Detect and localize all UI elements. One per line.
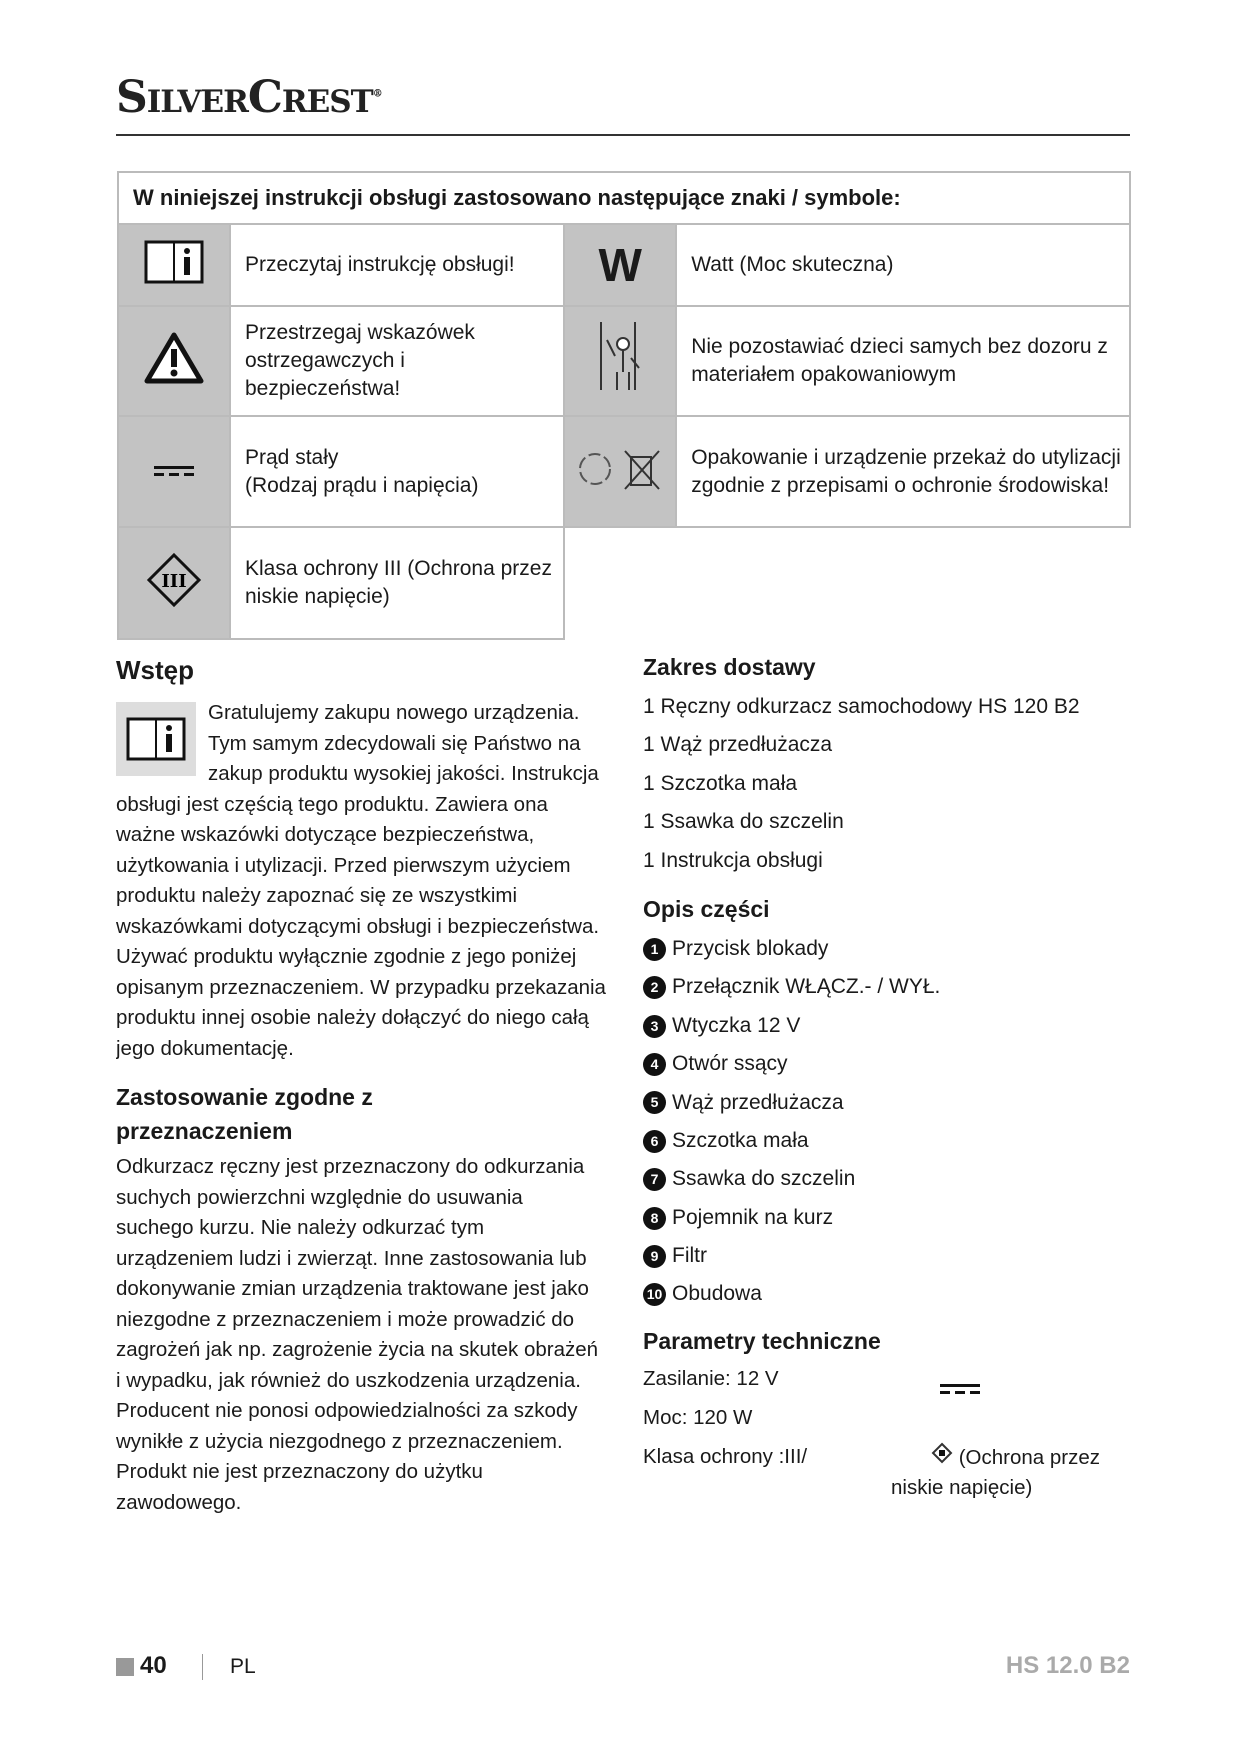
part-label: Pojemnik na kurz [672, 1205, 834, 1229]
part-number-badge: 9 [643, 1245, 666, 1268]
intro-section [116, 698, 606, 1064]
part-item [643, 1045, 1130, 1083]
warning-triangle-icon [118, 306, 230, 416]
symbol-text: Klasa ochrony III (Ochrona przez niskie napięcie) [230, 527, 564, 639]
part-number-badge: 4 [643, 1053, 666, 1076]
usage-text: Odkurzacz ręczny jest przeznaczony do odkurzania suchych powierzchni względnie do usuwania suchego kurzu. Nie należy odkurzać tym urządzeniem ludzi i zwierząt. Inne zastosowania lub dokonywanie zmian urządzenia traktowane jest jako niezgodne z przeznaczeniem i może prowadzić do zagrożeń jak np. zagrożenie życia na skutek obrażeń i wypadku, jak również do uszkodzenia urządzenia. Producent nie ponosi odpowiedzialności za szkody wynikłe z użycia niezgodnego z przeznaczeniem. Produkt nie jest przeznaczony do użytku zawodowego. [116, 1155, 599, 1514]
part-number-badge: 2 [643, 976, 666, 999]
part-item [643, 1237, 1130, 1275]
tech-power: Moc: 120 W [643, 1405, 753, 1429]
direct-current-icon [940, 1374, 980, 1405]
protection-class-iii-icon [118, 527, 230, 639]
delivery-list [643, 688, 1130, 880]
symbols-table [117, 171, 1131, 640]
symbol-text: Watt (Moc skuteczna) [676, 224, 1130, 306]
brand-text: SilverCrest [116, 72, 373, 123]
usage-heading: Zastosowanie zgodne z przeznaczeniem [116, 1084, 373, 1144]
book-info-icon [116, 702, 196, 776]
tech-supply: Zasilanie: 12 V [643, 1366, 779, 1390]
symbols-title: W niniejszej instrukcji obsługi zastosowano następujące znaki / symbole: [118, 172, 1130, 224]
footer-divider [202, 1654, 203, 1680]
child-packaging-icon [564, 306, 676, 416]
part-item [643, 930, 1130, 968]
right-column [643, 650, 1130, 1504]
model-number: HS 12.0 B2 [1005, 1652, 1130, 1679]
intro-text: Gratulujemy zakupu nowego urządzenia. Tym samym zdecydowali się Państwo na zakup produktu wysokiej jakości. Instrukcja obsługi jest częścią tego produktu. Zawiera ona ważne wskazówki dotyczące bezpieczeństwa, użytkowania i utylizacji. Przed pierwszym użyciem produktu należy zapoznać się ze wszystkimi wskazówkami dotyczącymi obsługi i bezpieczeństwa. Używać produktu wyłącznie zgodnie z jego poniżej opisanym przeznaczeniem. W przypadku przekazania produktu innej osobie należy dołączyć do niego całą jego dokumentację. [116, 701, 606, 1060]
part-number-badge: 3 [643, 1015, 666, 1038]
part-item [643, 1160, 1130, 1198]
part-item [643, 1122, 1130, 1160]
footer-square [116, 1658, 134, 1676]
part-label: Obudowa [672, 1282, 762, 1306]
symbol-text: Przeczytaj instrukcję obsługi! [230, 224, 564, 306]
class-note-line2: niskie napięcie) [891, 1476, 1033, 1500]
part-label: Szczotka mała [672, 1128, 809, 1152]
language-code: PL [230, 1655, 256, 1678]
symbol-text: Nie pozostawiać dzieci samych bez dozoru z materiałem opakowaniowym [676, 306, 1130, 416]
watt-symbol: W [598, 239, 642, 291]
symbol-text: Prąd stały (Rodzaj prądu i napięcia) [230, 416, 564, 527]
delivery-item: 1 Ssawka do szczelin [643, 810, 844, 834]
part-label: Wąż przedłużacza [672, 1090, 844, 1114]
recycle-bin-icon [564, 416, 676, 527]
header-rule [116, 134, 1130, 136]
tech-class: Klasa ochrony :III/ [643, 1444, 808, 1468]
delivery-item: 1 Szczotka mała [643, 771, 798, 795]
symbol-text: Opakowanie i urządzenie przekaż do utylizacji zgodnie z przepisami o ochronie środowiska! [676, 416, 1130, 527]
part-number-badge: 6 [643, 1130, 666, 1153]
parts-list [643, 930, 1130, 1314]
tech-class-note [873, 1442, 1100, 1504]
left-column [116, 652, 606, 1518]
delivery-item: 1 Wąż przedłużacza [643, 733, 833, 757]
watt-icon [564, 224, 676, 306]
part-number-badge: 5 [643, 1091, 666, 1114]
tech-supply-row [643, 1364, 1130, 1403]
part-label: Otwór ssący [672, 1052, 788, 1076]
part-item [643, 1084, 1130, 1122]
protection-class-iii-icon [931, 1442, 953, 1464]
part-number-badge: 7 [643, 1168, 666, 1191]
part-label: Przycisk blokady [672, 936, 829, 960]
part-number-badge: 8 [643, 1207, 666, 1230]
delivery-heading: Zakres dostawy [643, 654, 816, 680]
part-item [643, 1007, 1130, 1045]
page-number: 40 [140, 1652, 167, 1679]
part-item [643, 1275, 1130, 1313]
class-note-line1: (Ochrona przez [958, 1445, 1100, 1469]
part-label: Przełącznik WŁĄCZ.- / WYŁ. [672, 975, 941, 999]
tech-heading: Parametry techniczne [643, 1327, 881, 1354]
tech-power-row [643, 1403, 1130, 1442]
part-number-badge: 1 [643, 938, 666, 961]
class-iii-label: III [161, 571, 187, 592]
delivery-item: 1 Ręczny odkurzacz samochodowy HS 120 B2 [643, 695, 1080, 718]
parts-heading: Opis części [643, 895, 770, 922]
direct-current-icon [118, 416, 230, 527]
part-item [643, 968, 1130, 1006]
part-number-badge: 10 [643, 1283, 666, 1306]
tech-class-row [643, 1442, 1130, 1504]
part-label: Wtyczka 12 V [672, 1013, 801, 1037]
intro-heading: Wstęp [116, 655, 194, 685]
part-label: Filtr [672, 1244, 707, 1268]
symbol-text: Przestrzegaj wskazówek ostrzegawczych i bezpieczeństwa! [230, 306, 564, 416]
delivery-item: 1 Instrukcja obsługi [643, 848, 823, 872]
part-item [643, 1199, 1130, 1237]
silvercrest-logo: SilverCrest® [116, 72, 382, 123]
book-info-icon [118, 224, 230, 306]
part-label: Ssawka do szczelin [672, 1167, 856, 1191]
